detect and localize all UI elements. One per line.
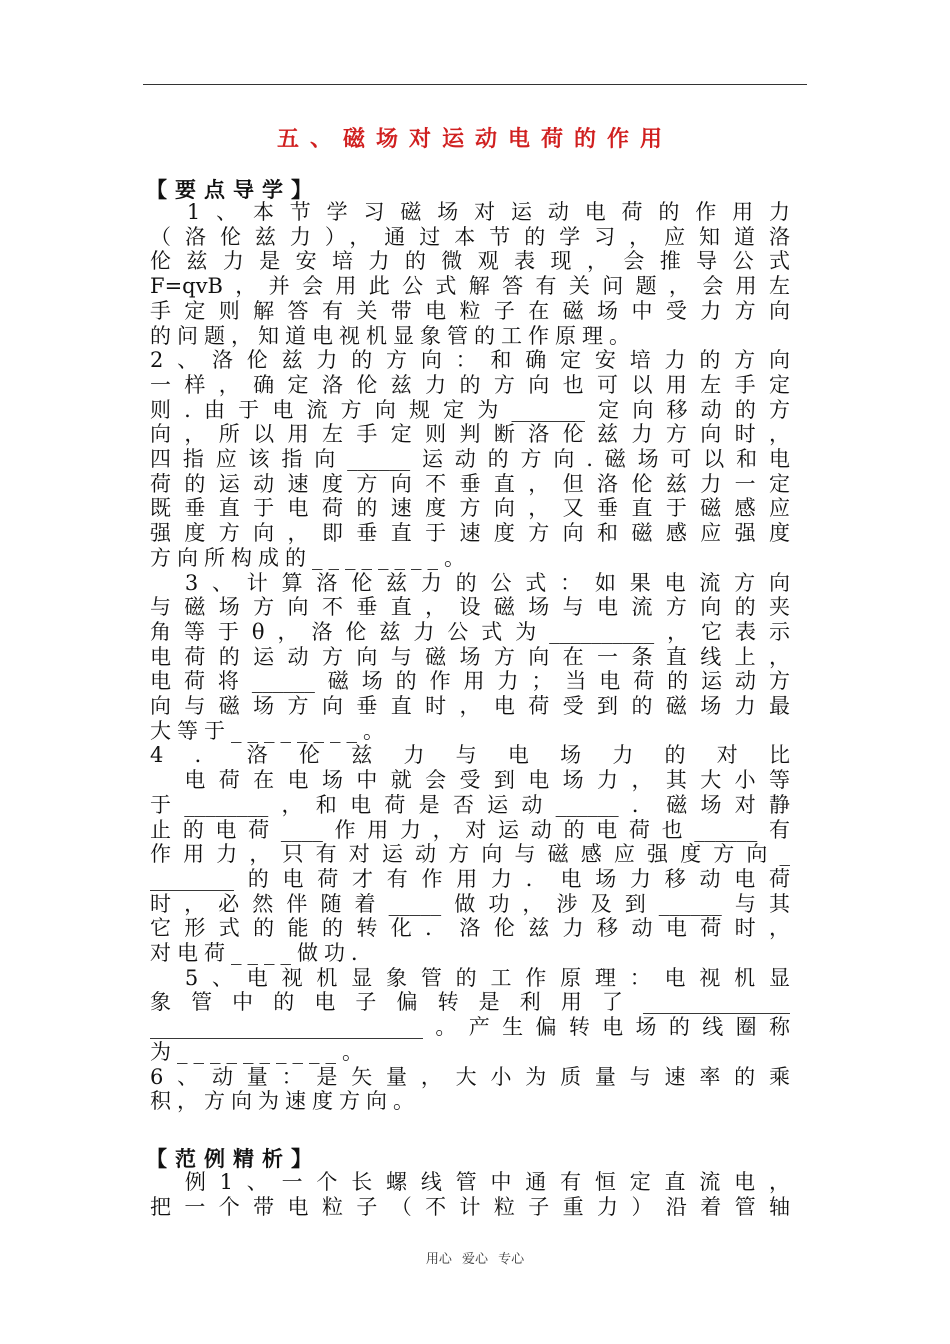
page-footer: 用心 爱心 专心 bbox=[425, 1252, 525, 1267]
text-line: 象管中的电子偏转是利用了______________ bbox=[150, 990, 790, 1015]
text-line: 6、动量：是矢量，大小为质量与速率的乘 bbox=[150, 1064, 790, 1089]
text-line: 四指应该指向______运动的方向.磁场可以和电 bbox=[150, 447, 790, 471]
page-title: 五、磁场对运动电荷的作用 bbox=[276, 126, 673, 152]
section-heading-key-points: 【要点导学】 bbox=[146, 178, 320, 202]
text-line: 手定则解答有关带电粒子在磁场中受力方向 bbox=[150, 298, 790, 323]
text-line: 1、本节学习磁场对运动电荷的作用力 bbox=[150, 200, 790, 224]
text-line: 则.由于电流方向规定为_______定向移动的方 bbox=[150, 397, 790, 422]
text-line: 积，方向为速度方向。 bbox=[150, 1089, 420, 1114]
text-line: ________的电荷才有作用力．电场力移动电荷 bbox=[150, 866, 790, 891]
text-line: 角等于θ，洛伦兹力公式为__________，它表示 bbox=[150, 619, 790, 644]
text-line: 电荷的运动方向与磁场方向在一条直线上， bbox=[150, 644, 790, 669]
text-line: 的问题，知道电视机显象管的工作原理。 bbox=[150, 323, 636, 348]
text-line: 一样，确定洛伦兹力的方向也可以用左手定 bbox=[150, 372, 790, 397]
text-line: 于________，和电荷是否运动______．磁场对静 bbox=[150, 792, 790, 817]
text-line: 时，必然伴随着_____做功，涉及到______与其 bbox=[150, 891, 790, 916]
text-line: __________________________。产生偏转电场的线圈称 bbox=[150, 1015, 790, 1040]
text-line: 4．洛伦兹力与电场力的对比 bbox=[150, 743, 790, 768]
text-line: 对电荷____做功． bbox=[150, 941, 378, 965]
text-line: 既垂直于电荷的速度方向，又垂直于磁感应 bbox=[150, 496, 790, 521]
text-line: 强度方向，即垂直于速度方向和磁感应强度 bbox=[150, 521, 790, 546]
text-line: 3、计算洛伦兹力的公式：如果电流方向 bbox=[150, 570, 790, 595]
text-line: 它形式的能的转化．洛伦兹力移动电荷时， bbox=[150, 916, 790, 941]
text-line: 荷的运动速度方向不垂直，但洛伦兹力一定 bbox=[150, 471, 790, 496]
text-line: 电荷将______磁场的作用力；当电荷的运动方 bbox=[150, 669, 790, 694]
text-line: F=qvB，并会用此公式解答有关问题，会用左 bbox=[150, 274, 790, 299]
text-line: 向，所以用左手定则判断洛伦兹力方向时， bbox=[150, 422, 790, 447]
text-line: 止的电荷____作用力，对运动的电荷也______有 bbox=[150, 817, 790, 842]
text-line: 2、洛伦兹力的方向：和确定安培力的方向 bbox=[150, 348, 790, 373]
text-line: （洛伦兹力），通过本节的学习，应知道洛 bbox=[150, 224, 790, 249]
example-text-line: 把一个带电粒子（不计粒子重力）沿着管轴 bbox=[150, 1195, 790, 1219]
text-line: 大等于________。 bbox=[150, 718, 390, 743]
text-line: 5、电视机显象管的工作原理：电视机显 bbox=[150, 965, 790, 990]
text-line: 与磁场方向不垂直，设磁场与电流方向的夹 bbox=[150, 595, 790, 620]
section-heading-examples: 【范例精析】 bbox=[146, 1147, 320, 1171]
text-line: 为__________。 bbox=[150, 1039, 369, 1064]
header-rule bbox=[143, 84, 807, 85]
text-line: 伦兹力是安培力的微观表现，会推导公式 bbox=[150, 249, 790, 274]
text-line: 方向所构成的________。 bbox=[150, 545, 471, 570]
text-line: 向与磁场方向垂直时，电荷受到的磁场力最 bbox=[150, 694, 790, 718]
text-line: 电荷在电场中就会受到电场力，其大小等 bbox=[150, 768, 790, 793]
text-line: 作用力，只有对运动方向与磁感应强度方向_ bbox=[150, 842, 790, 867]
example-text-line: 例1、一个长螺线管中通有恒定直流电， bbox=[150, 1170, 790, 1194]
